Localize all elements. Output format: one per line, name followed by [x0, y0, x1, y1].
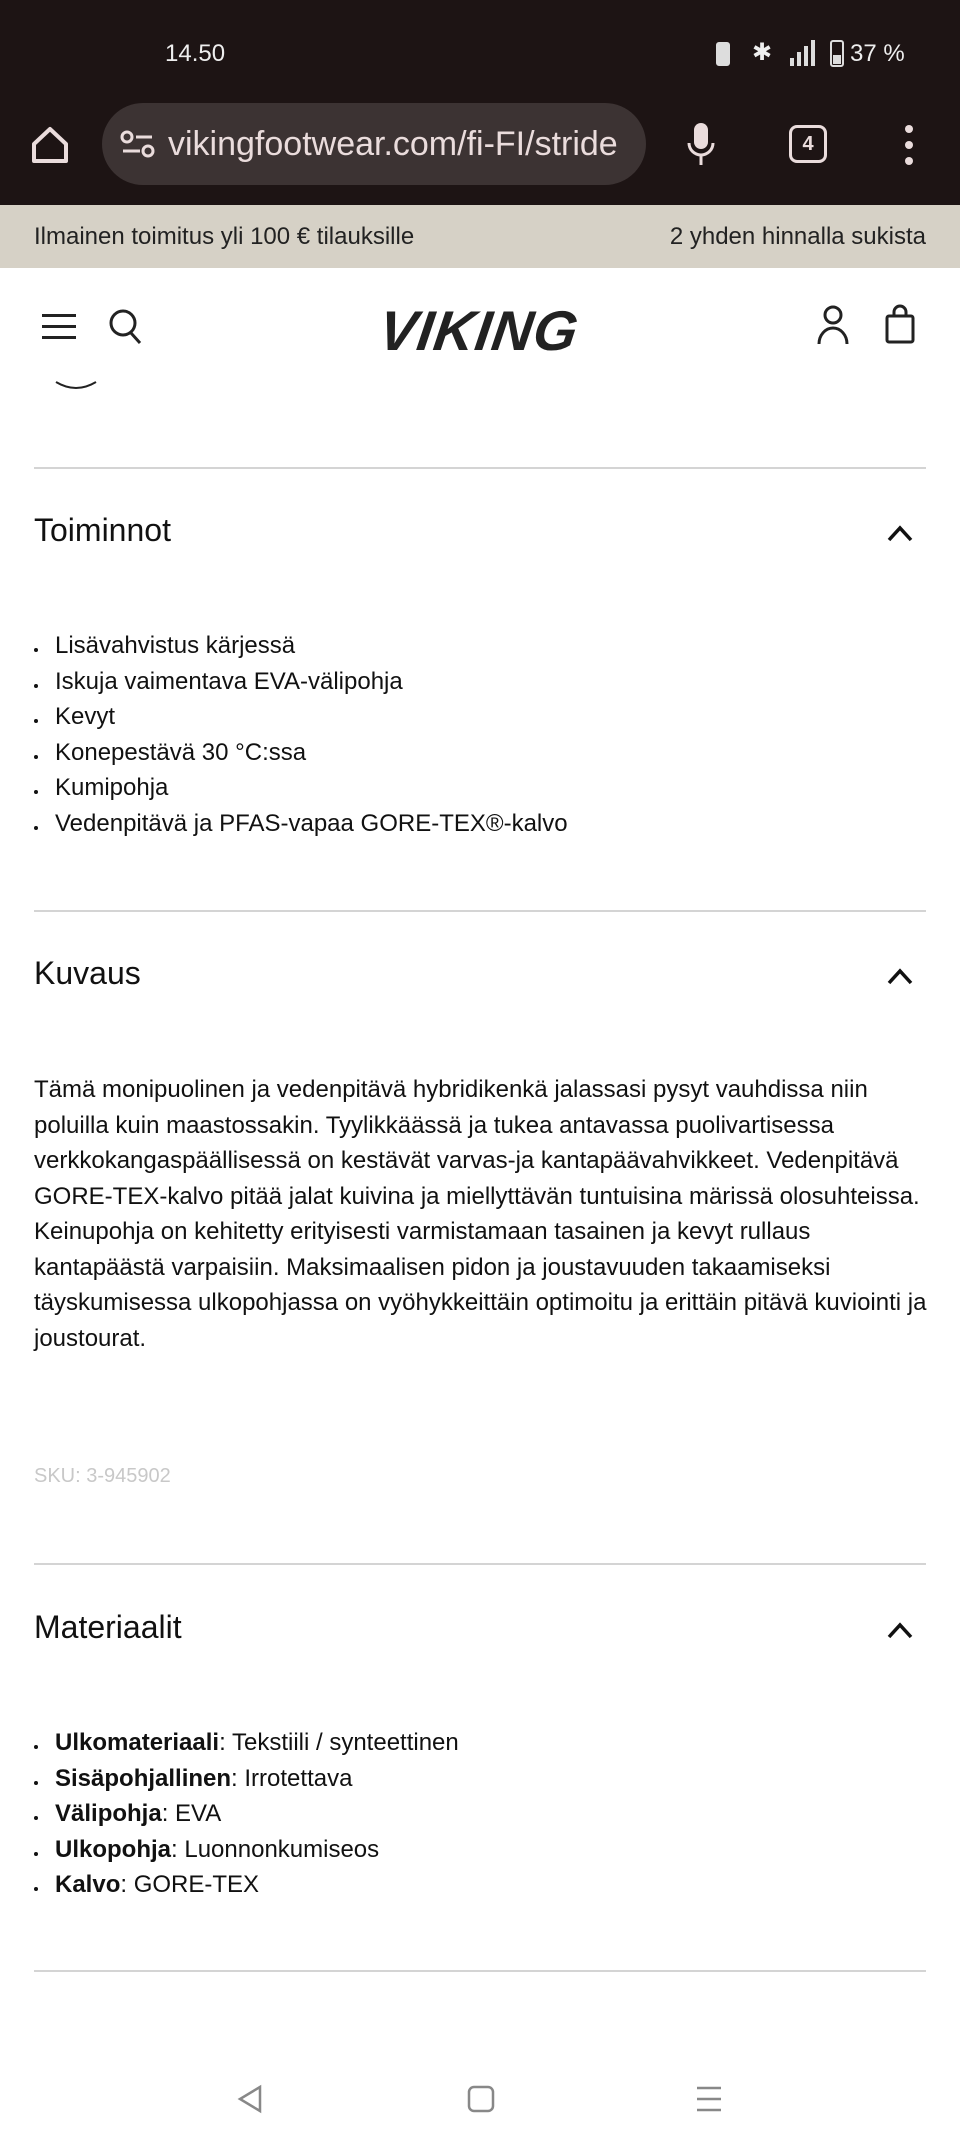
material-label: Sisäpohjallinen	[55, 1764, 232, 1792]
battery-icon	[830, 40, 844, 67]
divider	[34, 467, 926, 469]
material-label: Välipohja	[55, 1800, 162, 1827]
search-icon[interactable]	[108, 308, 144, 346]
list-item	[34, 1832, 459, 1868]
system-nav-bar	[0, 2060, 960, 2144]
microphone-icon[interactable]	[686, 121, 716, 167]
viking-logo[interactable]: VIKING	[375, 299, 583, 362]
material-value: : GORE-TEX	[120, 1871, 260, 1898]
chevron-up-icon[interactable]	[886, 523, 914, 543]
vibrate-icon	[716, 42, 730, 66]
promo-banner	[0, 205, 960, 268]
material-label: Ulkomateriaali	[55, 1729, 220, 1756]
home-icon[interactable]	[30, 125, 70, 165]
list-item: Iskuja vaimentava EVA-välipohja	[34, 664, 568, 700]
list-item: Vedenpitävä ja PFAS-vapaa GORE-TEX®-kalvo	[34, 806, 568, 842]
home-nav-icon[interactable]	[467, 2085, 495, 2113]
material-value: : EVA	[161, 1800, 222, 1827]
section-title-description[interactable]: Kuvaus	[34, 955, 141, 991]
list-item: Kevyt	[34, 699, 568, 735]
promo-free-shipping[interactable]: Ilmainen toimitus yli 100 € tilauksille	[34, 222, 415, 250]
material-value: : Irrotettava	[231, 1764, 353, 1792]
url-bar[interactable]	[102, 103, 646, 185]
list-item	[34, 1761, 459, 1797]
list-item	[34, 1796, 459, 1832]
status-time: 14.50	[165, 40, 226, 67]
signal-icon	[790, 40, 824, 66]
url-text: vikingfootwear.com/fi-FI/stride	[168, 124, 618, 163]
bluetooth-icon: ✱	[752, 39, 773, 66]
site-settings-icon[interactable]	[120, 129, 156, 159]
section-title-materials[interactable]: Materiaalit	[34, 1609, 182, 1645]
chevron-up-icon[interactable]	[886, 1620, 914, 1640]
tabs-button[interactable]: 4	[789, 125, 827, 163]
divider	[34, 910, 926, 912]
features-list	[34, 628, 568, 841]
list-item: Kumipohja	[34, 770, 568, 806]
list-item	[34, 1867, 459, 1903]
material-label: Ulkopohja	[55, 1835, 172, 1863]
materials-list	[34, 1725, 459, 1903]
chevron-up-icon[interactable]	[886, 966, 914, 986]
back-icon[interactable]	[236, 2084, 264, 2114]
material-value: : Luonnonkumiseos	[171, 1835, 380, 1863]
list-item: Lisävahvistus kärjessä	[34, 628, 568, 664]
sku-text: SKU: 3-945902	[34, 1465, 171, 1487]
material-value: : Tekstiili / synteettinen	[219, 1729, 459, 1756]
divider	[34, 1970, 926, 1972]
account-icon[interactable]	[816, 304, 850, 346]
list-item: Konepestävä 30 °C:ssa	[34, 735, 568, 771]
status-bar	[0, 0, 960, 103]
site-header	[0, 268, 960, 386]
battery-percent: 37 %	[850, 40, 905, 67]
promo-socks[interactable]: 2 yhden hinnalla sukista	[669, 222, 926, 250]
recents-icon[interactable]	[695, 2085, 723, 2113]
divider	[34, 1563, 926, 1565]
cart-bag-icon[interactable]	[884, 304, 916, 344]
section-title-features[interactable]: Toiminnot	[34, 512, 171, 548]
partial-circle-icon	[54, 380, 98, 392]
list-item	[34, 1725, 459, 1761]
menu-icon[interactable]	[42, 313, 76, 341]
description-text: Tämä monipuolinen ja vedenpitävä hybridikenkä jalassasi pysyt vauhdissa niin poluilla kuin maastossakin. Tyylikkäässä ja tukea antavassa puolivartisessa verkkokangaspäällisessä on kestävät varvas-ja kantapäävahvikkeet. Vedenpitävä GORE-TEX-kalvo pitää jalat kuivina ja miellyttävän tuntuisina märissä olosuhteissa. Keinupohja on kehitetty erityisesti varmistamaan tasainen ja kevyt rullaus kantapäästä varpaisiin. Maksimaalisen pidon ja joustavuuden takaamiseksi täyskumisessa ulkopohjassa on vyöhykkeittäin optimoitu ja erittäin pitävä kuviointi ja joustourat.	[34, 1076, 927, 1352]
more-menu-icon[interactable]	[900, 123, 918, 167]
browser-toolbar	[0, 103, 960, 205]
material-label: Kalvo	[55, 1871, 121, 1898]
